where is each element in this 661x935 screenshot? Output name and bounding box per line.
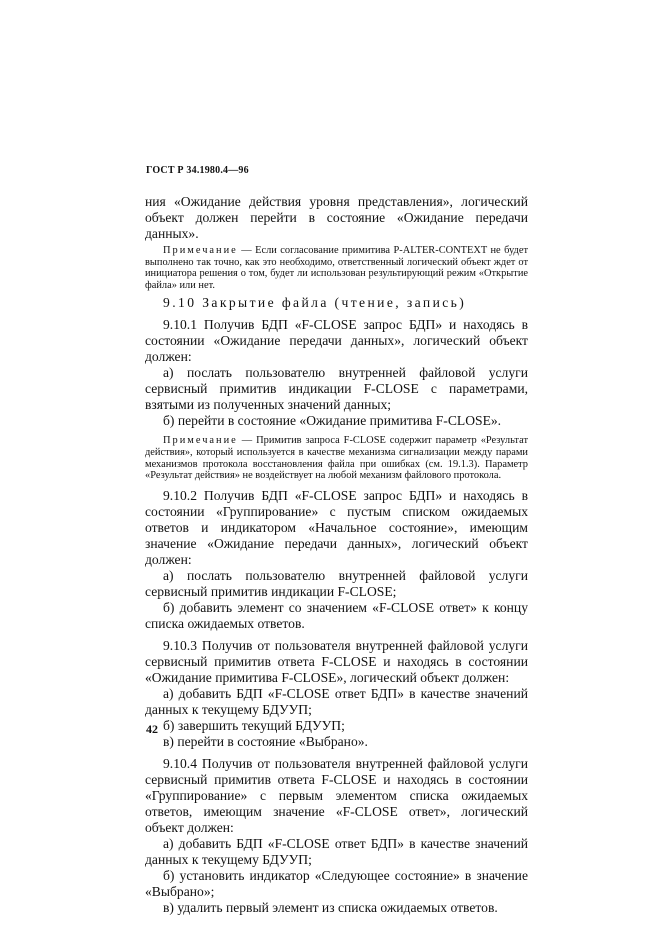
list-item: а) добавить БДП «F-CLOSE ответ БДП» в качестве значений данных к текущему БДУУП; — [145, 835, 528, 867]
note-text: — Если согласование примитива P-ALTER-CONTEXT не будет выполнено так точно, как это необходимо, ответственный логический объект ждет от инициатора решения о том, будет ли использован результирующий режим «Открытие файла» или нет. — [145, 245, 528, 291]
page-body — [145, 194, 528, 916]
list-item: б) завершить текущий БДУУП; — [163, 717, 345, 733]
note — [145, 435, 528, 481]
paragraph: ния «Ожидание действия уровня представления», логический объект должен перейти в состояние «Ожидание передачи данных». — [145, 194, 528, 241]
document-header: ГОСТ Р 34.1980.4—96 — [146, 165, 249, 176]
clause-9-10-2: 9.10.2 Получив БДП «F-CLOSE запрос БДП» и находясь в состоянии «Группирование» с пустым списком ожидаемых ответов и индикатором «Начальное состояние», имеющим значение «Ожидание передачи данных», логический объект должен: — [145, 487, 528, 567]
list-item: б) установить индикатор «Следующее состояние» в значение «Выбрано»; — [145, 867, 528, 899]
list-item: а) добавить БДП «F-CLOSE ответ БДП» в качестве значений данных к текущему БДУУП; — [145, 685, 528, 717]
list-item: б) перейти в состояние «Ожидание примитива F-CLOSE». — [163, 413, 502, 429]
note — [145, 245, 528, 291]
note-label: Примечание — [163, 435, 238, 447]
note-label: Примечание — [163, 245, 238, 256]
list-item: а) послать пользователю внутренней файловой услуги сервисный примитив индикации F-CLOSE с параметрами, взятыми из полученных значений данных; — [145, 365, 528, 413]
page-number: 42 — [146, 722, 158, 736]
section-number: 9.10 — [163, 295, 197, 311]
list-item: а) послать пользователю внутренней файловой услуги сервисный примитив индикации F-CLOSE; — [145, 567, 528, 599]
clause-9-10-3: 9.10.3 Получив от пользователя внутренней файловой услуги сервисный примитив ответа F-CLOSE и находясь в состоянии «Ожидание примитива F-CLOSE», логический объект должен: — [145, 637, 528, 685]
list-item: б) добавить элемент со значением «F-CLOSE ответ» к концу списка ожидаемых ответов. — [145, 599, 528, 631]
note-text: — Примитив запроса F-CLOSE содержит параметр «Результат действия», который используется в качестве механизма сигнализации между парами механизмов протокола восстановления файла при ошибках (см. 19.1.3). Параметр «Результат действия» не воздействует на любой механизм файлового протокола. — [145, 435, 528, 482]
list-item: в) перейти в состояние «Выбрано». — [163, 733, 368, 749]
clause-9-10-4: 9.10.4 Получив от пользователя внутренней файловой услуги сервисный примитив ответа F-CLOSE и находясь в состоянии «Группирование» с первым элементом списка ожидаемых ответов, имеющим значение «F-CLOSE ответ», логический объект должен: — [145, 755, 528, 835]
section-heading — [145, 295, 528, 311]
section-title: Закрытие файла (чтение, запись) — [196, 295, 467, 311]
clause-9-10-1: 9.10.1 Получив БДП «F-CLOSE запрос БДП» и находясь в состоянии «Ожидание передачи данных», логический объект должен: — [145, 317, 528, 365]
list-item: в) удалить первый элемент из списка ожидаемых ответов. — [163, 899, 498, 915]
